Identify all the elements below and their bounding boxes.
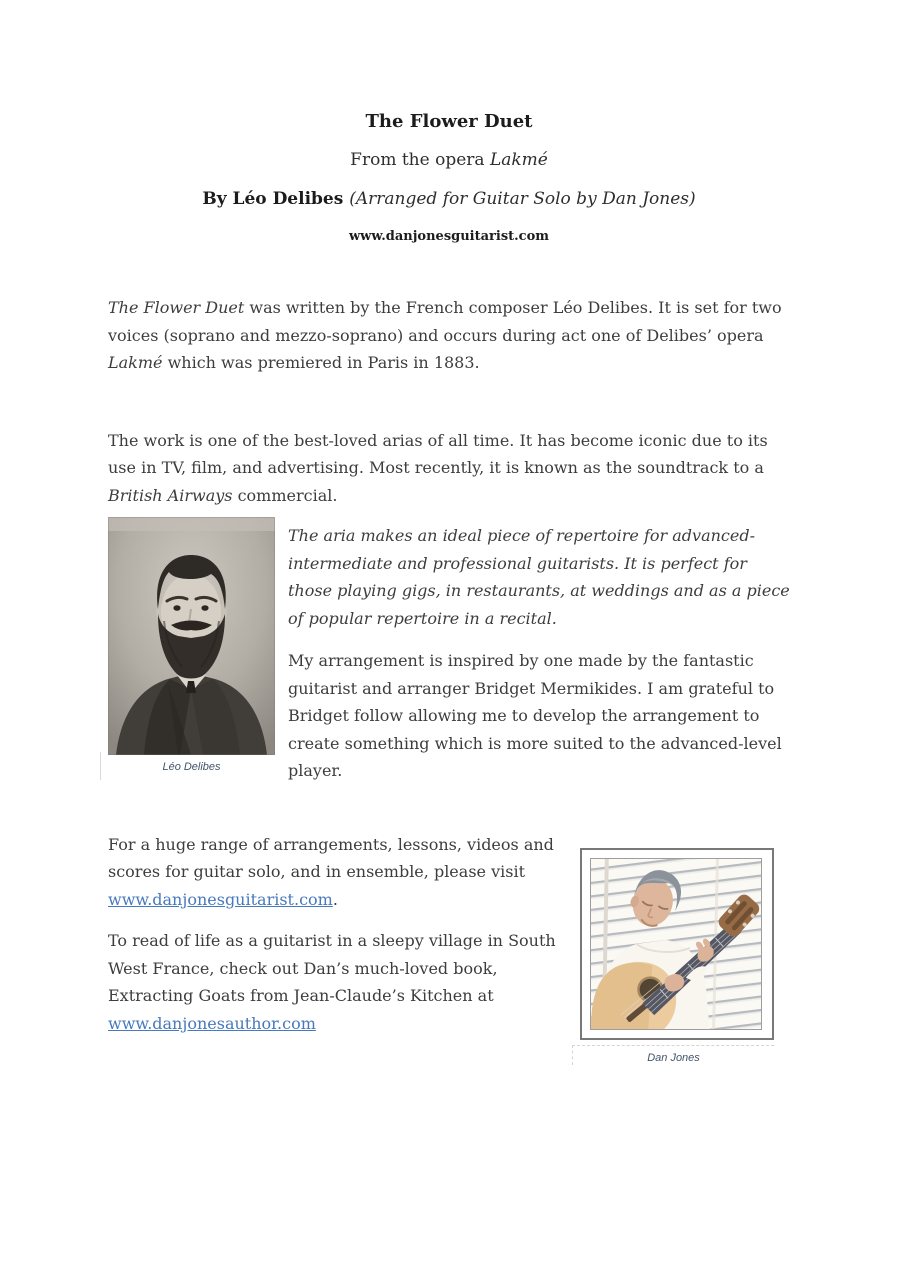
document-header xyxy=(108,111,790,245)
paragraph-website xyxy=(108,831,576,914)
composer-name: By Léo Delibes xyxy=(202,189,350,209)
page-title: The Flower Duet xyxy=(365,111,533,132)
photo-frame xyxy=(580,848,774,1040)
byline xyxy=(108,189,790,209)
danjones-caption: Dan Jones xyxy=(572,1045,774,1065)
links-section xyxy=(108,831,790,1065)
delibes-figure xyxy=(108,517,275,774)
brand-name-italic: British Airways xyxy=(108,485,233,505)
paragraph-history-text: was written by the French composer Léo Delibes. It is set for two voices (soprano and mezzo-soprano) and occurs during act one of Delibes’ opera xyxy=(108,298,782,345)
opera-name: Lakmé xyxy=(489,150,548,170)
paragraph-book-text: To read of life as a guitarist in a sleepy village in South West France, check out Dan’s much-loved book, Extracting Goats from Jean-Claude’s Kitchen at xyxy=(108,931,556,1005)
paragraph-iconic-end: commercial. xyxy=(232,485,338,505)
guitarist-site-link[interactable]: www.danjonesguitarist.com xyxy=(108,889,333,909)
arranger-note: (Arranged for Guitar Solo by Dan Jones) xyxy=(349,189,696,209)
aria-section xyxy=(108,517,790,785)
paragraph-arrangement: My arrangement is inspired by one made by the fantastic guitarist and arranger Bridget Mermikides. I am grateful to Bridget follow allowing me to develop the arrangement to create something which is more suited to the advanced-level player. xyxy=(288,651,782,780)
paragraph-history-end: which was premiered in Paris in 1883. xyxy=(162,353,480,372)
intro-section xyxy=(108,294,798,509)
work-title-italic: The Flower Duet xyxy=(108,298,245,317)
website-line: www.danjonesguitarist.com xyxy=(348,229,550,244)
subtitle xyxy=(108,150,790,170)
opera-name-italic: Lakmé xyxy=(108,353,163,372)
leo-delibes-portrait-image xyxy=(108,517,275,755)
paragraph-repertoire: The aria makes an ideal piece of repertoire for advanced-intermediate and professional guitarists. It is perfect for those playing gigs, in restaurants, at weddings and as a piece of popular repertoire in a recital. xyxy=(288,526,790,628)
delibes-caption: Léo Delibes xyxy=(162,761,221,773)
links-text-column xyxy=(108,831,576,1038)
paragraph-website-end: . xyxy=(332,889,338,909)
author-site-link[interactable]: www.danjonesauthor.com xyxy=(108,1013,316,1033)
danjones-figure xyxy=(580,848,774,1065)
dan-jones-photo-image xyxy=(590,858,762,1030)
paragraph-book xyxy=(108,927,576,1037)
paragraph-website-text: For a huge range of arrangements, lessons, videos and scores for guitar solo, and in ensemble, please visit xyxy=(108,834,554,881)
subtitle-text: From the opera xyxy=(350,150,490,170)
aria-text-column xyxy=(288,517,790,785)
paragraph-history xyxy=(108,294,798,377)
caption-frame-line xyxy=(100,752,101,780)
paragraph-iconic xyxy=(108,427,798,510)
paragraph-iconic-text: The work is one of the best-loved arias of all time. It has become iconic due to its use in TV, film, and advertising. Most recently, it is known as the soundtrack to a xyxy=(108,430,768,477)
